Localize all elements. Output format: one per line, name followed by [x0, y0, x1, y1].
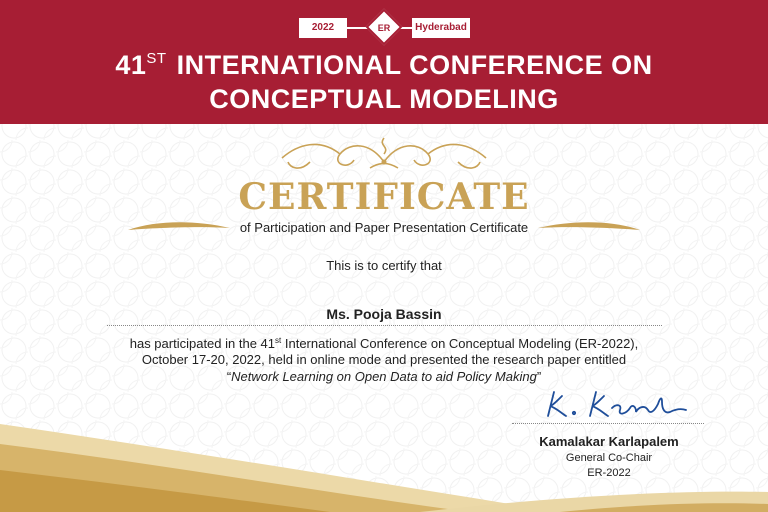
paper-open-quote: “ — [226, 369, 232, 384]
body-line1-sup: st — [275, 336, 282, 345]
participation-text-line2: October 17-20, 2022, held in online mode and presented the research paper entitled — [141, 352, 627, 367]
conference-title-line1 — [0, 50, 768, 81]
signatory-name: Kamalakar Karlapalem — [539, 434, 679, 449]
signature-dotted-line — [512, 423, 704, 424]
conference-logo — [0, 14, 768, 42]
certificate-subtitle: of Participation and Paper Presentation Certificate — [239, 220, 529, 235]
title-number: 41 — [115, 50, 147, 80]
recipient-name: Ms. Pooja Bassin — [326, 306, 442, 322]
title-line1-rest: INTERNATIONAL CONFERENCE ON — [176, 50, 653, 80]
logo-acronym: ER — [377, 23, 391, 33]
gold-ornament-icon — [270, 132, 498, 176]
signature-image — [540, 386, 690, 422]
signatory-role: General Co-Chair — [565, 452, 653, 464]
certificate-heading: CERTIFICATE — [238, 176, 530, 218]
recipient-dotted-line — [107, 325, 662, 326]
body-line1-post: International Conference on Conceptual Modeling (ER-2022), — [281, 336, 639, 351]
certify-statement: This is to certify that — [326, 258, 442, 273]
paper-title-line — [0, 369, 768, 384]
logo-city: Hyderabad — [412, 18, 470, 38]
conference-title-line2: CONCEPTUAL MODELING — [209, 84, 559, 114]
logo-year: 2022 — [299, 18, 347, 38]
paper-close-quote: ” — [536, 369, 542, 384]
body-line1-pre: has participated in the 41 — [129, 336, 276, 351]
participation-text-line1 — [0, 336, 768, 351]
title-ordinal: ST — [146, 50, 167, 67]
signatory-event: ER-2022 — [587, 467, 631, 479]
header-banner — [0, 0, 768, 124]
paper-title: Network Learning on Open Data to aid Policy Making — [231, 369, 537, 384]
